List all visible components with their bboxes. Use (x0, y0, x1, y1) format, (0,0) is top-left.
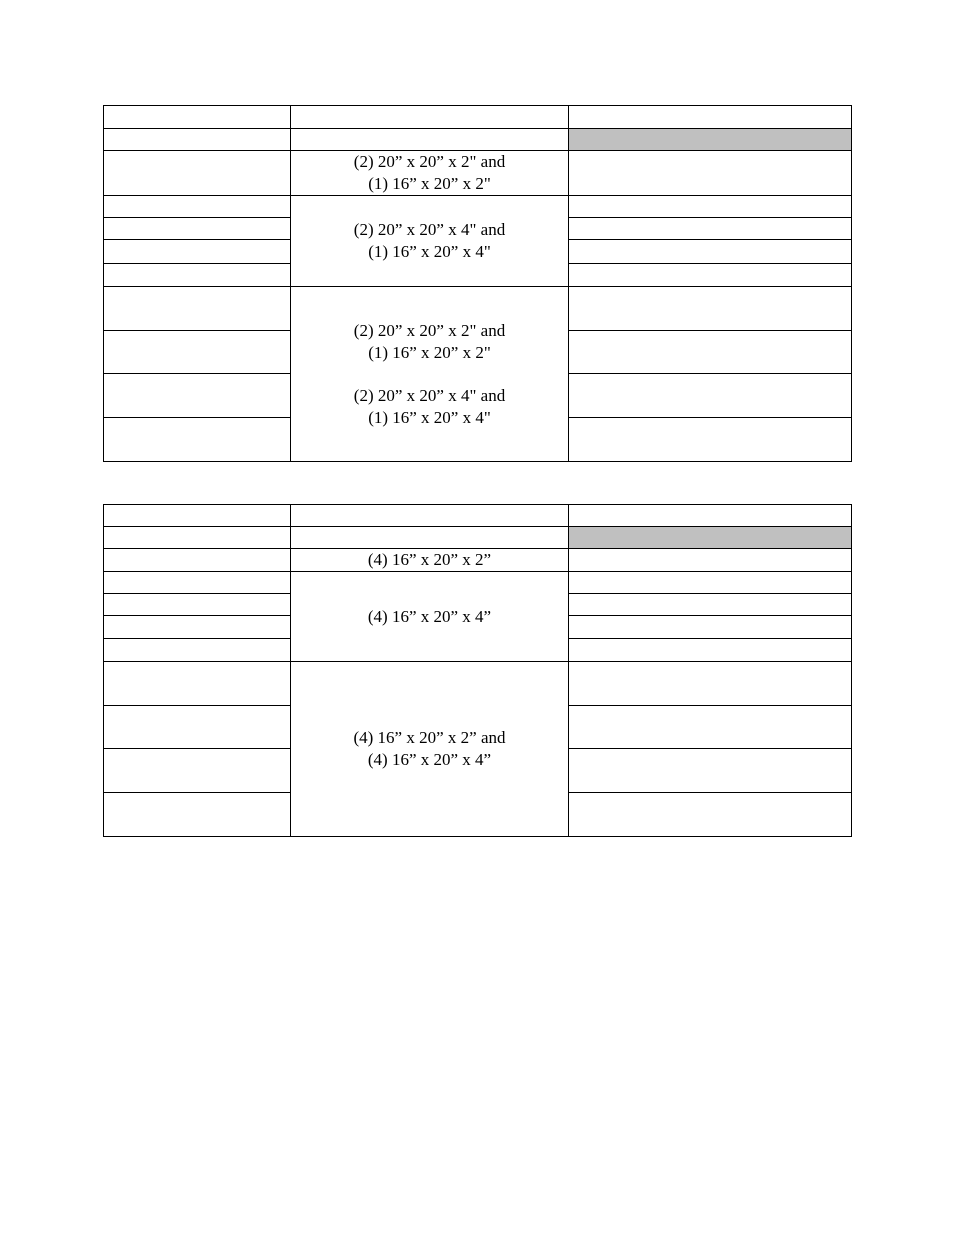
table-cell (569, 287, 852, 331)
table-row (104, 106, 852, 129)
table-row (104, 196, 852, 218)
filter-size-line: (4) 16” x 20” x 2” (367, 550, 492, 569)
table-cell (569, 505, 852, 527)
shaded-cell (569, 527, 852, 549)
table-cell (569, 793, 852, 837)
filter-size-cell (291, 662, 569, 837)
table-cell (104, 549, 291, 572)
table-cell (104, 106, 291, 129)
filter-size-line: (2) 20” x 20” x 4" and (353, 220, 506, 239)
table-row (104, 549, 852, 572)
table-cell (104, 129, 291, 151)
table-cell (569, 196, 852, 218)
table-cell (291, 527, 569, 549)
table-row (104, 505, 852, 527)
table-cell (104, 793, 291, 837)
table-cell (104, 418, 291, 462)
table-cell (104, 196, 291, 218)
table-cell (291, 106, 569, 129)
table-cell (104, 662, 291, 706)
filter-size-cell (291, 572, 569, 662)
filter-size-line: (2) 20” x 20” x 4" and (353, 385, 506, 405)
table-row (104, 129, 852, 151)
table-cell (569, 639, 852, 662)
table-cell (569, 418, 852, 462)
table-cell (104, 240, 291, 264)
table-cell (104, 505, 291, 527)
table-cell (569, 662, 852, 706)
table-cell (104, 572, 291, 594)
filter-size-line: (2) 20” x 20” x 2" and (353, 152, 506, 171)
table-cell (104, 594, 291, 616)
filter-size-cell (291, 151, 569, 196)
table-cell (104, 616, 291, 639)
table-cell (104, 749, 291, 793)
filter-size-line: (2) 20” x 20” x 2" and (353, 320, 506, 340)
table-cell (569, 594, 852, 616)
table-row (104, 572, 852, 594)
table-cell (569, 218, 852, 240)
filter-size-line: (1) 16” x 20” x 4" (368, 407, 491, 427)
table-cell (104, 218, 291, 240)
table-cell (104, 287, 291, 331)
table-row (104, 151, 852, 196)
filter-size-line: (1) 16” x 20” x 4" (368, 242, 491, 261)
filter-size-line: (4) 16” x 20” x 4” (367, 606, 492, 626)
table-cell (104, 639, 291, 662)
filter-size-cell (291, 287, 569, 462)
filter-table-2 (103, 504, 852, 837)
filter-size-line: (1) 16” x 20” x 2" (368, 342, 491, 362)
table-cell (569, 549, 852, 572)
table-cell (104, 706, 291, 749)
filter-size-cell (291, 549, 569, 572)
table-cell (569, 264, 852, 287)
table-row (104, 287, 852, 331)
table-cell (569, 706, 852, 749)
table-cell (291, 129, 569, 151)
table-cell (569, 151, 852, 196)
table-cell (569, 331, 852, 374)
table-cell (104, 331, 291, 374)
table-cell (291, 505, 569, 527)
filter-size-line: (4) 16” x 20” x 2” and (353, 728, 506, 747)
filter-table-1 (103, 105, 852, 462)
table-cell (569, 374, 852, 418)
filter-size-cell (291, 196, 569, 287)
table-cell (569, 749, 852, 793)
table-cell (569, 616, 852, 639)
table-cell (569, 106, 852, 129)
table-cell (569, 240, 852, 264)
table-cell (104, 264, 291, 287)
table-cell (104, 151, 291, 196)
table-row (104, 527, 852, 549)
line-spacer (291, 364, 568, 385)
table-cell (569, 572, 852, 594)
table-cell (104, 527, 291, 549)
table-cell (104, 374, 291, 418)
table-row (104, 662, 852, 706)
filter-size-line: (4) 16” x 20” x 4” (367, 750, 492, 769)
shaded-cell (569, 129, 852, 151)
filter-size-line: (1) 16” x 20” x 2" (368, 174, 491, 193)
